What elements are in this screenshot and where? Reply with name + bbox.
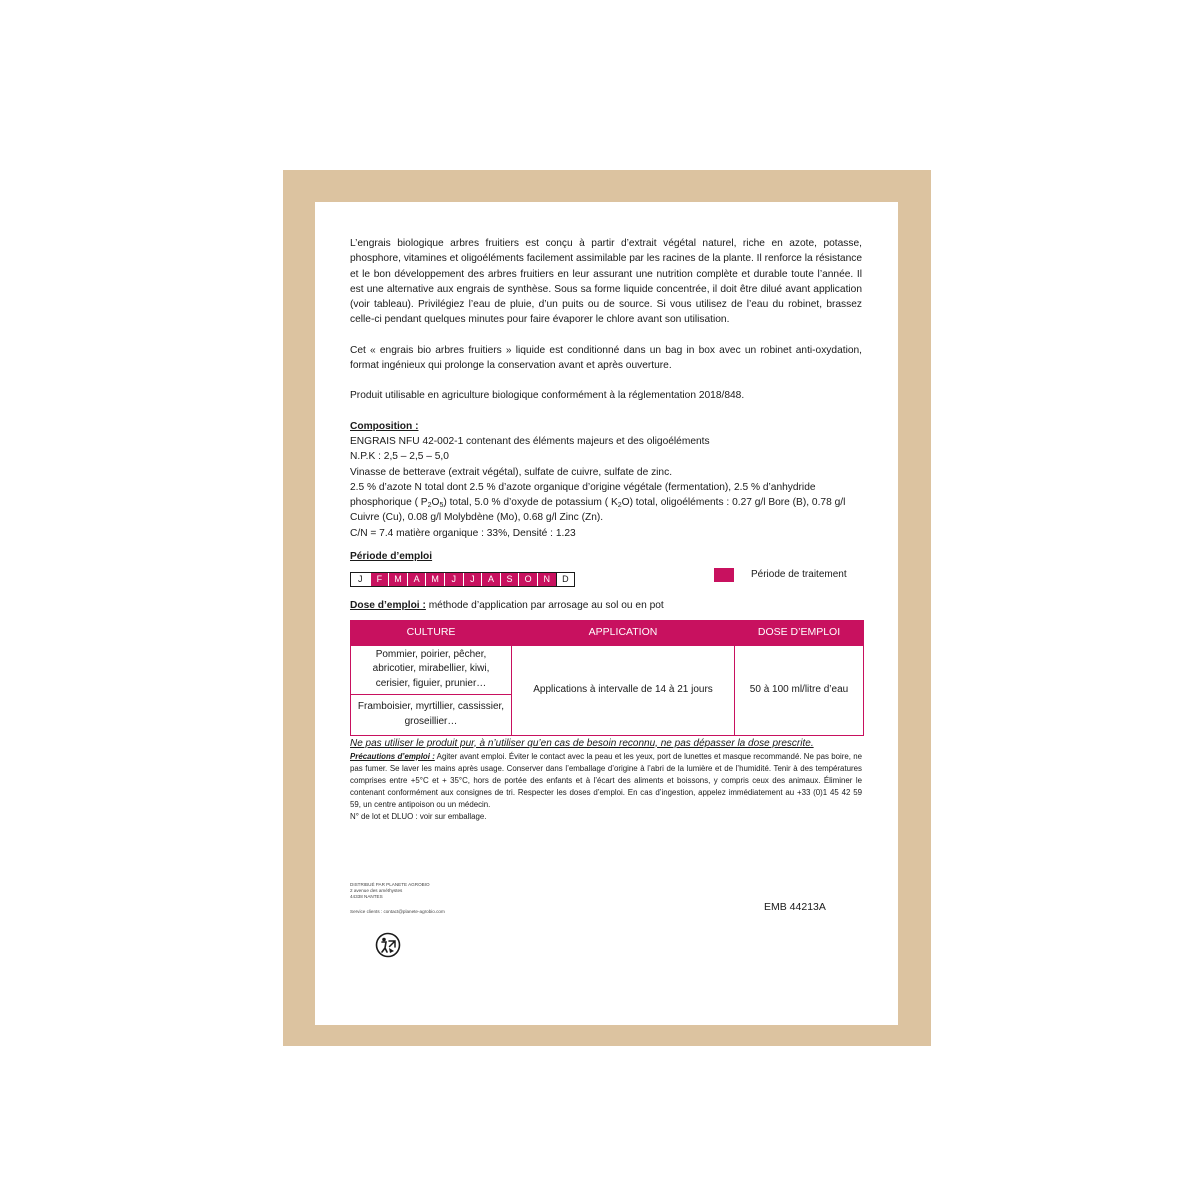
table-header-row — [351, 620, 864, 645]
month-calendar — [350, 572, 575, 587]
month-cell: J — [444, 573, 463, 586]
distributor-block — [350, 882, 430, 899]
emb-code: EMB 44213A — [764, 901, 826, 913]
month-cell: F — [370, 573, 389, 586]
month-cell: J — [351, 573, 370, 586]
dose-line — [350, 598, 862, 613]
regulation-paragraph: Produit utilisable en agriculture biologique conformément à la réglementation 2018/848. — [350, 390, 745, 402]
month-cell: A — [481, 573, 500, 586]
npk-line: N.P.K : 2,5 – 2,5 – 5,0 — [350, 451, 449, 463]
month-cell: A — [407, 573, 426, 586]
column-header: DOSE D’EMPLOI — [735, 620, 864, 645]
intro-paragraph: L’engrais biologique arbres fruitiers est conçu à partir d’extrait végétal naturel, riche en azote, potasse, phosphore, vitamines et oligoéléments facilement assimilable par les racines de la plante. Il renforce la résistance et le bon développement des arbres fruitiers en leur assurant une nutrition complète et durable toute l’année. Il est une alternative aux engrais de synthèse. Sous sa forme liquide concentrée, il doit être dilué avant application (voir tableau). Privilégiez l’eau de pluie, d’un puits ou de source. Si vous utilisez de l’eau du robinet, brassez celle-ci pendant quelques minutes pour faire évaporer le chlore avant son utilisation. — [350, 238, 862, 326]
precautions-paragraph: Précautions d’emploi : Agiter avant emploi. Éviter le contact avec la peau et les yeux, port de lunettes et masque recommandé. Ne pas boire, ne pas fumer. Se laver les mains après usage. Conserver dans l’emballage d’origine à l’abri de la lumière et de l’humidité. Tenir à des températures comprises entre +5°C et + 35°C, hors de portée des enfants et à l’écart des aliments et boissons, y compris ceux des animaux. Éliminer le contenant conformément aux consignes de tri. Respecter les doses d’emploi. En cas d’ingestion, appelez immédiatement au +33 (0)1 45 42 59 59, un centre antipoison ou un médecin. N° de lot et DLUO : voir sur emballage. — [350, 751, 863, 822]
month-cell: S — [500, 573, 519, 586]
customer-service: Service clients : contact@planete-agrobio.com — [350, 909, 445, 914]
month-cell: D — [556, 573, 575, 586]
month-cell: M — [388, 573, 407, 586]
legend-swatch — [714, 568, 734, 582]
triman-icon — [375, 932, 401, 958]
dose-cell: 50 à 100 ml/litre d’eau — [735, 645, 864, 735]
composition-heading: Composition : — [350, 420, 419, 432]
period-row — [350, 568, 862, 594]
lot-line: N° de lot et DLUO : voir sur emballage. — [350, 812, 487, 822]
composition-line: ENGRAIS NFU 42-002-1 contenant des éléments majeurs et des oligoéléments — [350, 435, 710, 447]
label-sheet — [315, 202, 898, 1025]
month-cell: J — [463, 573, 482, 586]
label-content — [350, 236, 862, 824]
dose-method: méthode d’application par arrosage au sol ou en pot — [425, 600, 664, 612]
culture-cell: Pommier, poirier, pêcher, abricotier, mirabellier, kiwi, cerisier, figuier, prunier… — [351, 645, 512, 694]
legend-label: Période de traitement — [751, 569, 847, 581]
period-heading: Période d’emploi — [350, 551, 433, 563]
dose-table — [350, 620, 864, 736]
table-row — [351, 645, 864, 694]
month-cell: O — [518, 573, 537, 586]
month-cell: M — [425, 573, 444, 586]
precautions-label: Précautions d’emploi : — [350, 751, 435, 761]
column-header: APPLICATION — [512, 620, 735, 645]
month-cell: N — [537, 573, 556, 586]
packaging-paragraph: Cet « engrais bio arbres fruitiers » liquide est conditionné dans un bag in box avec un robinet anti-oxydation, format ingénieux qui prolonge la conservation avant et après ouverture. — [350, 344, 862, 372]
distributor-city: 44338 NANTES — [350, 893, 383, 899]
usage-warning: Ne pas utiliser le produit pur, à n’utiliser qu’en cas de besoin reconnu, ne pas dépasser la dose prescrite. — [350, 737, 814, 749]
cn-line: C/N = 7.4 matière organique : 33%, Densité : 1.23 — [350, 527, 576, 539]
column-header: CULTURE — [351, 620, 512, 645]
composition-details: 2.5 % d’azote N total dont 2.5 % d’azote organique d’origine végétale (fermentation), 2.5 % d’anhydride phosphorique ( $P_2O_5$) total, 5.0 % d’oxyde de potassium ( $K_2O$) total, oligoéléments : 0.27 g/l Bore (B), 0.78 g/l Cuivre (Cu), 0.08 g/l Molybdène (Mo), 0.68 g/l Zinc (Zn). — [350, 481, 846, 524]
culture-cell: Framboisier, myrtillier, cassissier, groseillier… — [351, 694, 512, 735]
distributor-address: 2 avenue des améthystes — [350, 887, 403, 893]
dose-heading: Dose d’emploi : — [350, 600, 426, 612]
application-cell: Applications à intervalle de 14 à 21 jours — [512, 645, 735, 735]
composition-line: Vinasse de betterave (extrait végétal), sulfate de cuivre, sulfate de zinc. — [350, 466, 673, 478]
distributor-name: DISTRIBUÉ PAR PLANETE AGROBIO — [350, 882, 430, 887]
